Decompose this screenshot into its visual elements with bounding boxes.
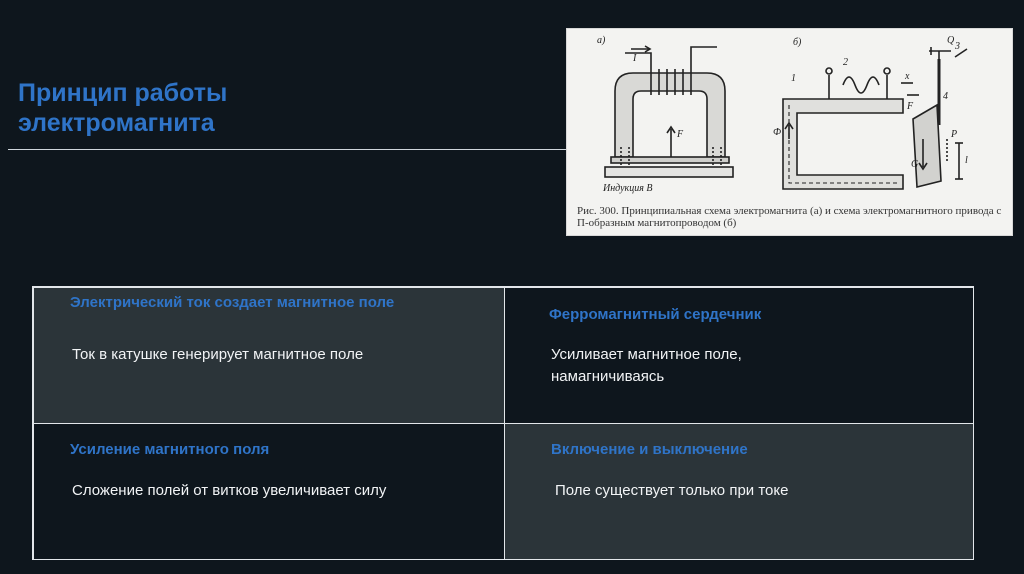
fig-label-current: I — [633, 53, 637, 64]
card-heading: Усиление магнитного поля — [70, 441, 270, 458]
fig-label-q: Q — [947, 35, 955, 46]
fig-label-3: 3 — [955, 41, 960, 52]
card-text: Усиливает магнитное поле, намагничиваясь — [551, 346, 742, 385]
fig-label-induction: Индукция В — [603, 183, 653, 194]
fig-label-4: 4 — [943, 91, 948, 102]
title-divider — [8, 149, 568, 150]
slide-title-line-1: Принцип работы — [18, 79, 228, 107]
fig-label-a: а) — [597, 35, 606, 46]
fig-label-1: 1 — [791, 73, 796, 84]
diagram-drawing — [567, 29, 1014, 205]
card-text: Поле существует только при токе — [555, 482, 789, 499]
fig-label-x: x — [905, 71, 910, 82]
principle-card-electric-current — [33, 287, 505, 424]
fig-label-g: G — [911, 159, 919, 170]
principle-card-ferromagnetic-core — [504, 287, 974, 424]
fig-label-b: б) — [793, 37, 802, 48]
figure-caption: Рис. 300. Принципиальная схема электромагнита (а) и схема электромагнитного привода с П-образным магнитопроводом (б) — [577, 205, 1002, 229]
card-heading: Электрический ток создает магнитное поле — [70, 294, 395, 311]
card-text: Сложение полей от витков увеличивает силу — [72, 482, 387, 499]
principle-card-field-amplification — [33, 423, 505, 560]
card-text: Ток в катушке генерирует магнитное поле — [72, 346, 364, 363]
principle-card-on-off — [504, 423, 974, 560]
slide-title-line-2: электромагнита — [18, 109, 215, 137]
fig-label-p: P — [951, 129, 958, 140]
electromagnet-diagram — [566, 28, 1013, 236]
fig-label-l: l — [965, 155, 968, 166]
card-heading: Ферромагнитный сердечник — [549, 306, 762, 323]
principles-grid — [32, 286, 974, 560]
fig-label-2: 2 — [843, 57, 848, 68]
fig-label-flux: Ф — [773, 127, 782, 138]
fig-label-f: F — [907, 101, 914, 112]
fig-label-force: F — [677, 129, 684, 140]
card-heading: Включение и выключение — [551, 441, 748, 458]
slide-title — [18, 78, 227, 138]
